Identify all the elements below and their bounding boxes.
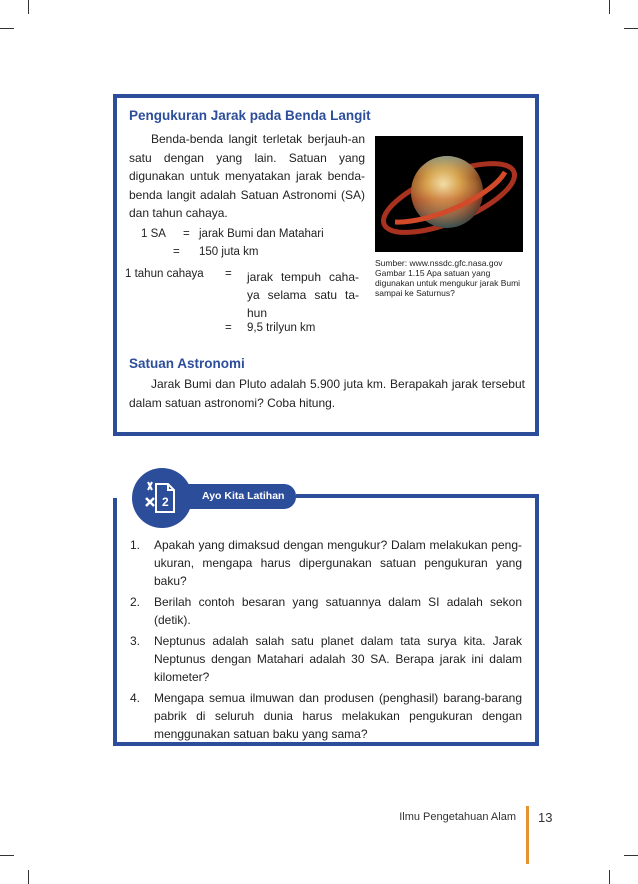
crop-mark bbox=[609, 0, 610, 14]
eq-lhs: 1 tahun cahaya bbox=[125, 268, 204, 280]
intro-paragraph: Benda-benda langit terletak berjauh-an satu dengan yang lain. Satuan yang digunakan untuk menyatakan jarak benda-benda langit adalah Satuan Astronomi (SA) dan tahun cahaya. bbox=[129, 132, 365, 220]
crop-mark bbox=[0, 855, 14, 856]
exercise-icon-badge bbox=[132, 468, 192, 528]
eq-rhs: jarak tempuh caha-ya selama satu ta-hun bbox=[247, 270, 359, 320]
section-title: Pengukuran Jarak pada Benda Langit bbox=[129, 108, 371, 123]
list-item: 2. Berilah contoh besaran yang satuannya dalam SI adalah sekon (detik). bbox=[130, 595, 522, 627]
subsection-title: Satuan Astronomi bbox=[129, 356, 245, 371]
crop-mark bbox=[28, 0, 29, 14]
info-box bbox=[113, 94, 539, 436]
exercise-icon bbox=[132, 468, 192, 528]
eq-sign: = bbox=[183, 228, 190, 240]
list-item: 3. Neptunus adalah salah satu planet dalam tata surya kita. Jarak Neptunus dengan Matahari adalah 30 SA. Berapa jarak ini dalam kilometer? bbox=[130, 634, 522, 684]
exercise-box-border bbox=[296, 494, 539, 498]
subsection-paragraph: Jarak Bumi dan Pluto adalah 5.900 juta km. Berapakah jarak tersebut dalam satuan astronomi? Coba hitung. bbox=[129, 377, 525, 410]
crop-mark bbox=[0, 28, 14, 29]
page-number: 13 bbox=[538, 810, 553, 825]
footer-book-title: Ilmu Pengetahuan Alam bbox=[399, 811, 516, 823]
footer-divider bbox=[526, 806, 529, 864]
caption-source: Sumber: www.nssdc.gfc.nasa.gov bbox=[375, 258, 503, 268]
eq-rhs: 9,5 trilyun km bbox=[247, 322, 316, 334]
image-caption bbox=[375, 258, 531, 298]
svg-text:2: 2 bbox=[162, 495, 169, 509]
list-item: 1. Apakah yang dimaksud dengan mengukur? Dalam melakukan peng-ukuran, mengapa harus dipergunakan satuan pengukuran yang baku? bbox=[130, 538, 522, 588]
eq-sign: = bbox=[173, 246, 180, 258]
saturn-image bbox=[375, 136, 523, 252]
exercise-tab: Ayo Kita Latihan bbox=[160, 484, 296, 509]
eq-sign: = bbox=[225, 268, 232, 280]
exercise-list bbox=[130, 536, 522, 746]
crop-mark bbox=[624, 855, 638, 856]
eq-sign: = bbox=[225, 322, 232, 334]
crop-mark bbox=[624, 28, 638, 29]
eq-rhs: jarak Bumi dan Matahari bbox=[199, 228, 324, 240]
eq-rhs: 150 juta km bbox=[199, 246, 259, 258]
crop-mark bbox=[28, 870, 29, 884]
caption-text: Gambar 1.15 Apa satuan yang digunakan untuk mengukur jarak Bumi sampai ke Saturnus? bbox=[375, 268, 521, 298]
list-item: 4. Mengapa semua ilmuwan dan produsen (penghasil) barang-barang pabrik di seluruh dunia harus melakukan pengukuran dengan menggunakan satuan baku yang sama? bbox=[130, 691, 522, 741]
crop-mark bbox=[609, 870, 610, 884]
eq-lhs: 1 SA bbox=[141, 228, 166, 240]
